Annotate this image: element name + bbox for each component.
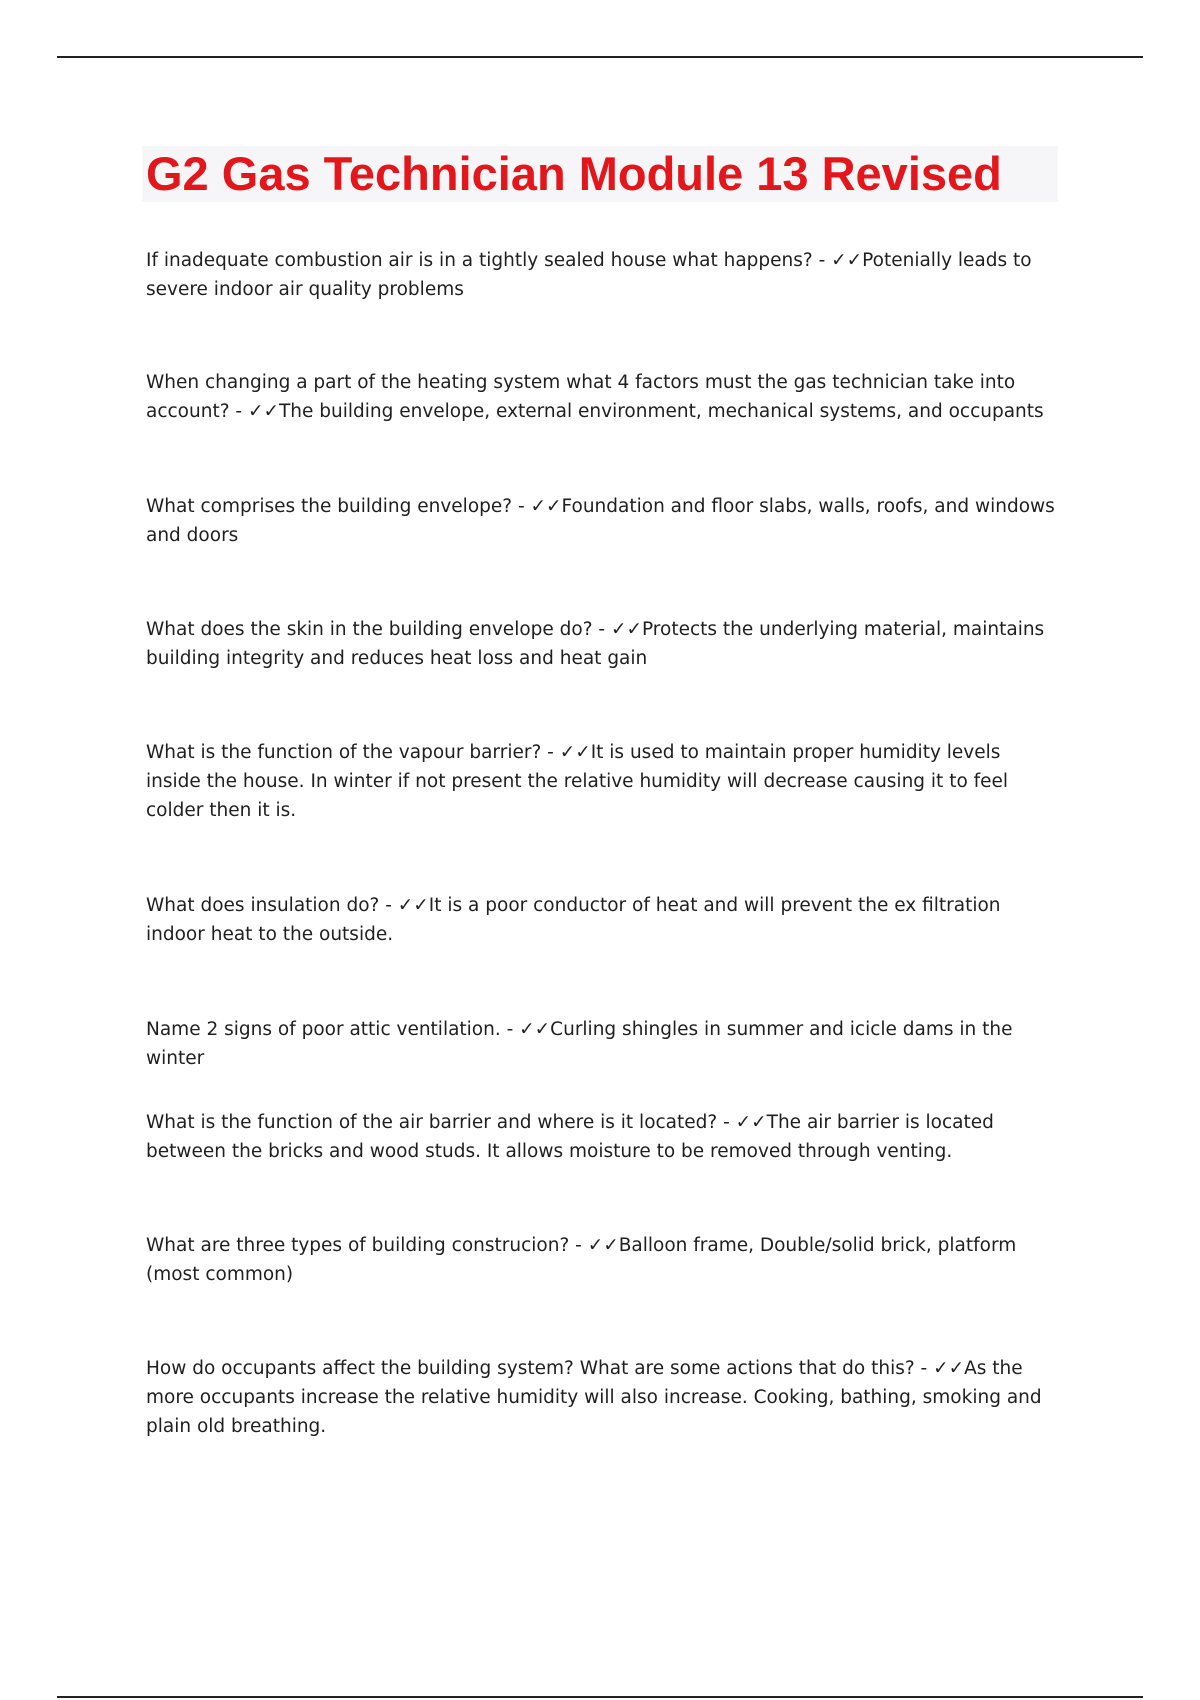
qa-item-8: What is the function of the air barrier and where is it located? - ✓✓The air barrier is located between the bricks and wood studs. It allows moisture to be removed through venting. [146, 1112, 994, 1162]
qa-item-7: Name 2 signs of poor attic ventilation. - ✓✓Curling shingles in summer and icicle dams in the winter [146, 1019, 1013, 1069]
page-title: G2 Gas Technician Module 13 Revised [146, 147, 1002, 200]
qa-item-10: How do occupants affect the building system? What are some actions that do this? - ✓✓As the more occupants increase the relative humidity will also increase. Cooking, bathing, smoking and plain old breathing. [146, 1358, 1042, 1437]
qa-item-1: If inadequate combustion air is in a tightly sealed house what happens? - ✓✓Potenially leads to severe indoor air quality problems [146, 250, 1032, 300]
qa-item-9: What are three types of building construcion? - ✓✓Balloon frame, Double/solid brick, platform (most common) [146, 1235, 1017, 1285]
qa-item-4: What does the skin in the building envelope do? - ✓✓Protects the underlying material, maintains building integrity and reduces heat loss and heat gain [146, 619, 1045, 669]
qa-item-3: What comprises the building envelope? - ✓✓Foundation and floor slabs, walls, roofs, and windows and doors [146, 496, 1055, 546]
qa-item-2: When changing a part of the heating system what 4 factors must the gas technician take into account? - ✓✓The building envelope, external environment, mechanical systems, and occupants [146, 372, 1044, 422]
bottom-divider [57, 1696, 1143, 1698]
qa-item-6: What does insulation do? - ✓✓It is a poor conductor of heat and will prevent the ex filtration indoor heat to the outside. [146, 895, 1001, 945]
qa-item-5: What is the function of the vapour barrier? - ✓✓It is used to maintain proper humidity levels inside the house. In winter if not present the relative humidity will decrease causing it to feel colder then it is. [146, 742, 1009, 821]
top-divider [57, 56, 1143, 58]
